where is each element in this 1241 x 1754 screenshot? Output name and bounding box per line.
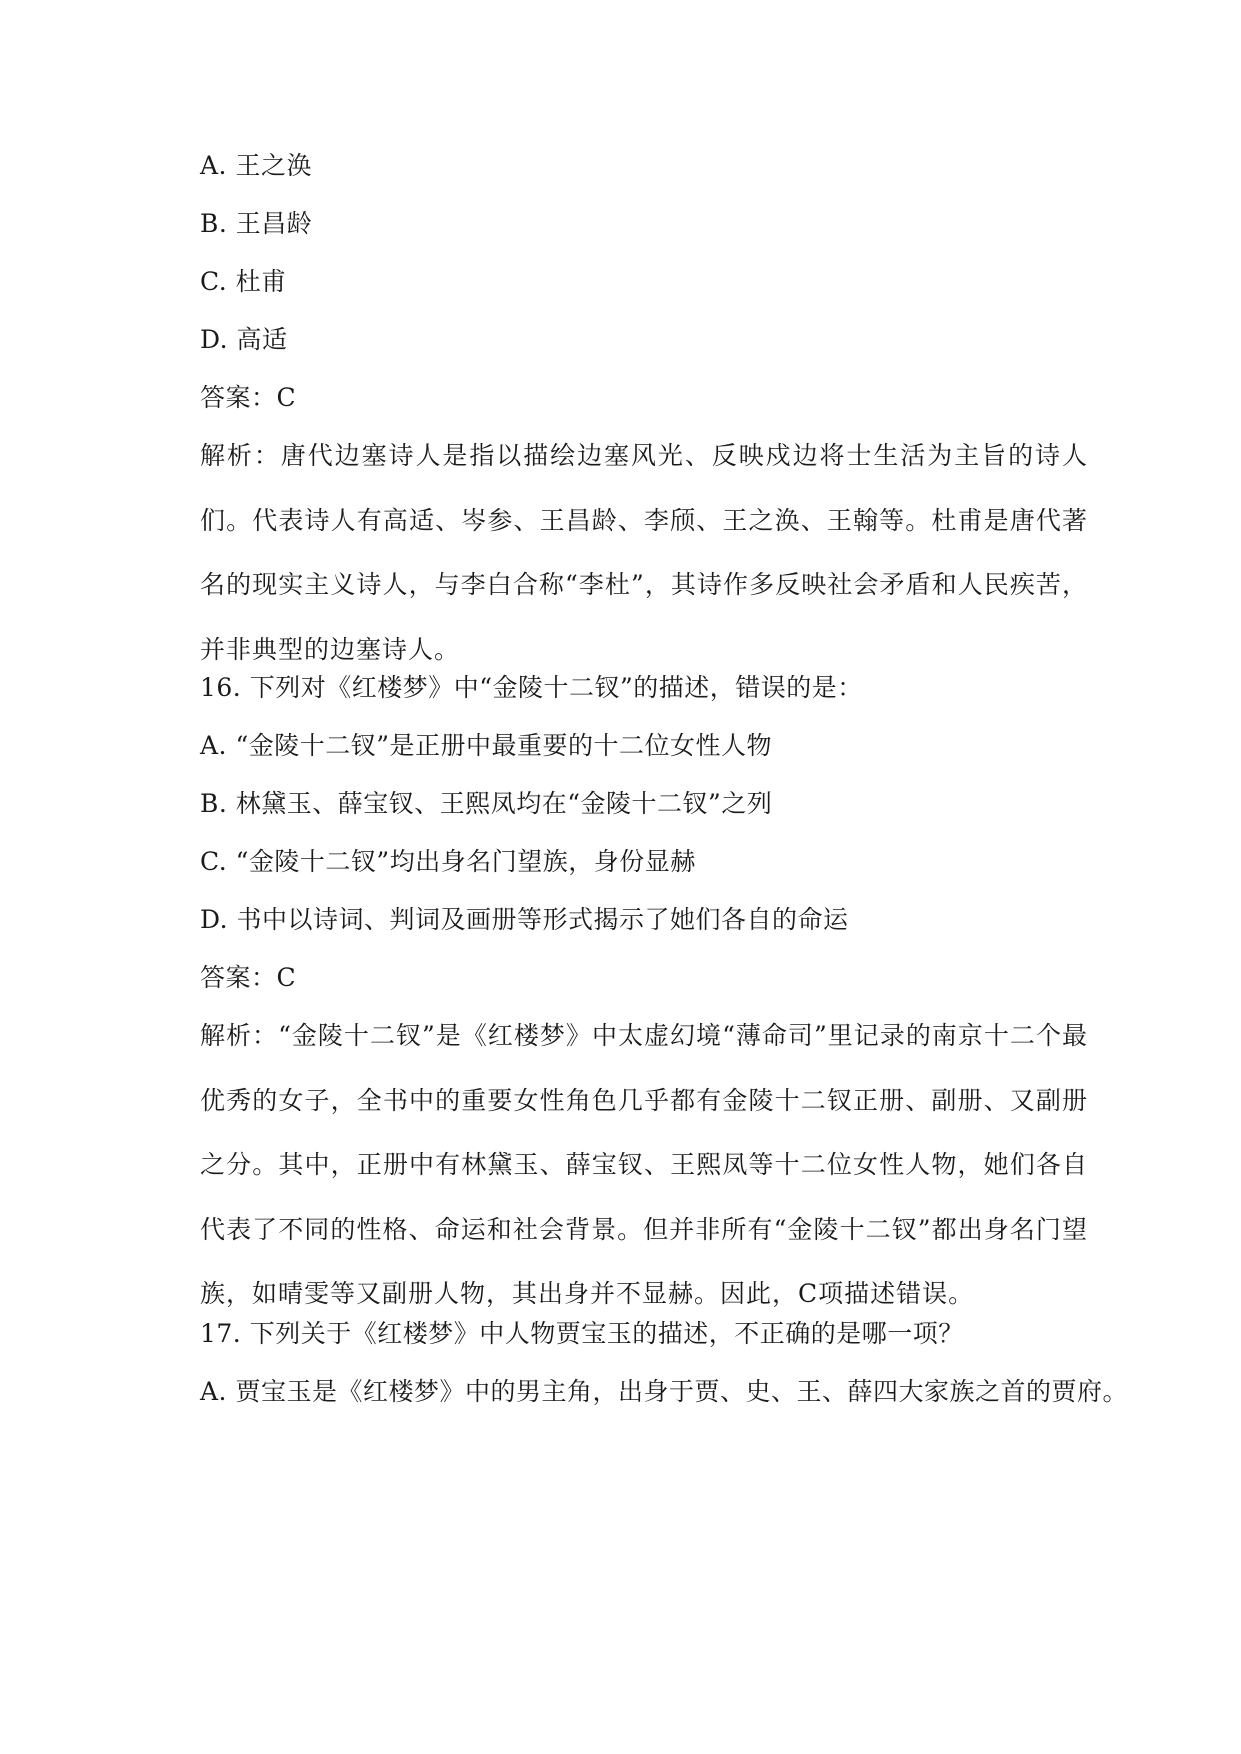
q15-option-b: B. 王昌龄 xyxy=(200,209,313,238)
q16-question: 16. 下列对《红楼梦》中“金陵十二钗”的描述，错误的是： xyxy=(200,673,863,702)
q16-explanation: 解析：“金陵十二钗”是《红楼梦》中太虚幻境“薄命司”里记录的南京十二个最优秀的女子，全书中的重要女性角色几乎都有金陵十二钗正册、副册、又副册之分。其中，正册中有林黛玉、薛宝钗、王熙凤等十二位女性人物，她们各自代表了不同的性格、命运和社会背景。但并非所有“金陵十二钗”都出身名门望族，如晴雯等又副册人物，其出身并不显赫。因此，C项描述错误。 xyxy=(200,1021,1088,1308)
q17-question: 17. 下列关于《红楼梦》中人物贾宝玉的描述，不正确的是哪一项？ xyxy=(200,1319,964,1348)
q15-answer: 答案：C xyxy=(200,383,297,412)
q16-option-c: C. “金陵十二钗”均出身名门望族，身份显赫 xyxy=(200,847,696,876)
q15-option-d: D. 高适 xyxy=(200,325,288,354)
q17-option-a: A. 贾宝玉是《红楼梦》中的男主角，出身于贾、史、王、薛四大家族之首的贾府。 xyxy=(200,1377,1128,1406)
q15-option-a: A. 王之涣 xyxy=(200,151,312,180)
q15-option-c: C. 杜甫 xyxy=(200,267,287,296)
q15-explanation: 解析：唐代边塞诗人是指以描绘边塞风光、反映戍边将士生活为主旨的诗人们。代表诗人有高适、岑参、王昌龄、李颀、王之涣、王翰等。杜甫是唐代著名的现实主义诗人，与李白合称“李杜”，其诗作多反映社会矛盾和人民疾苦，并非典型的边塞诗人。 xyxy=(200,441,1088,664)
q16-answer: 答案：C xyxy=(200,963,297,992)
q16-option-d: D. 书中以诗词、判词及画册等形式揭示了她们各自的命运 xyxy=(200,905,849,934)
q16-option-b: B. 林黛玉、薛宝钗、王熙凤均在“金陵十二钗”之列 xyxy=(200,789,773,818)
q16-option-a: A. “金陵十二钗”是正册中最重要的十二位女性人物 xyxy=(200,731,773,760)
